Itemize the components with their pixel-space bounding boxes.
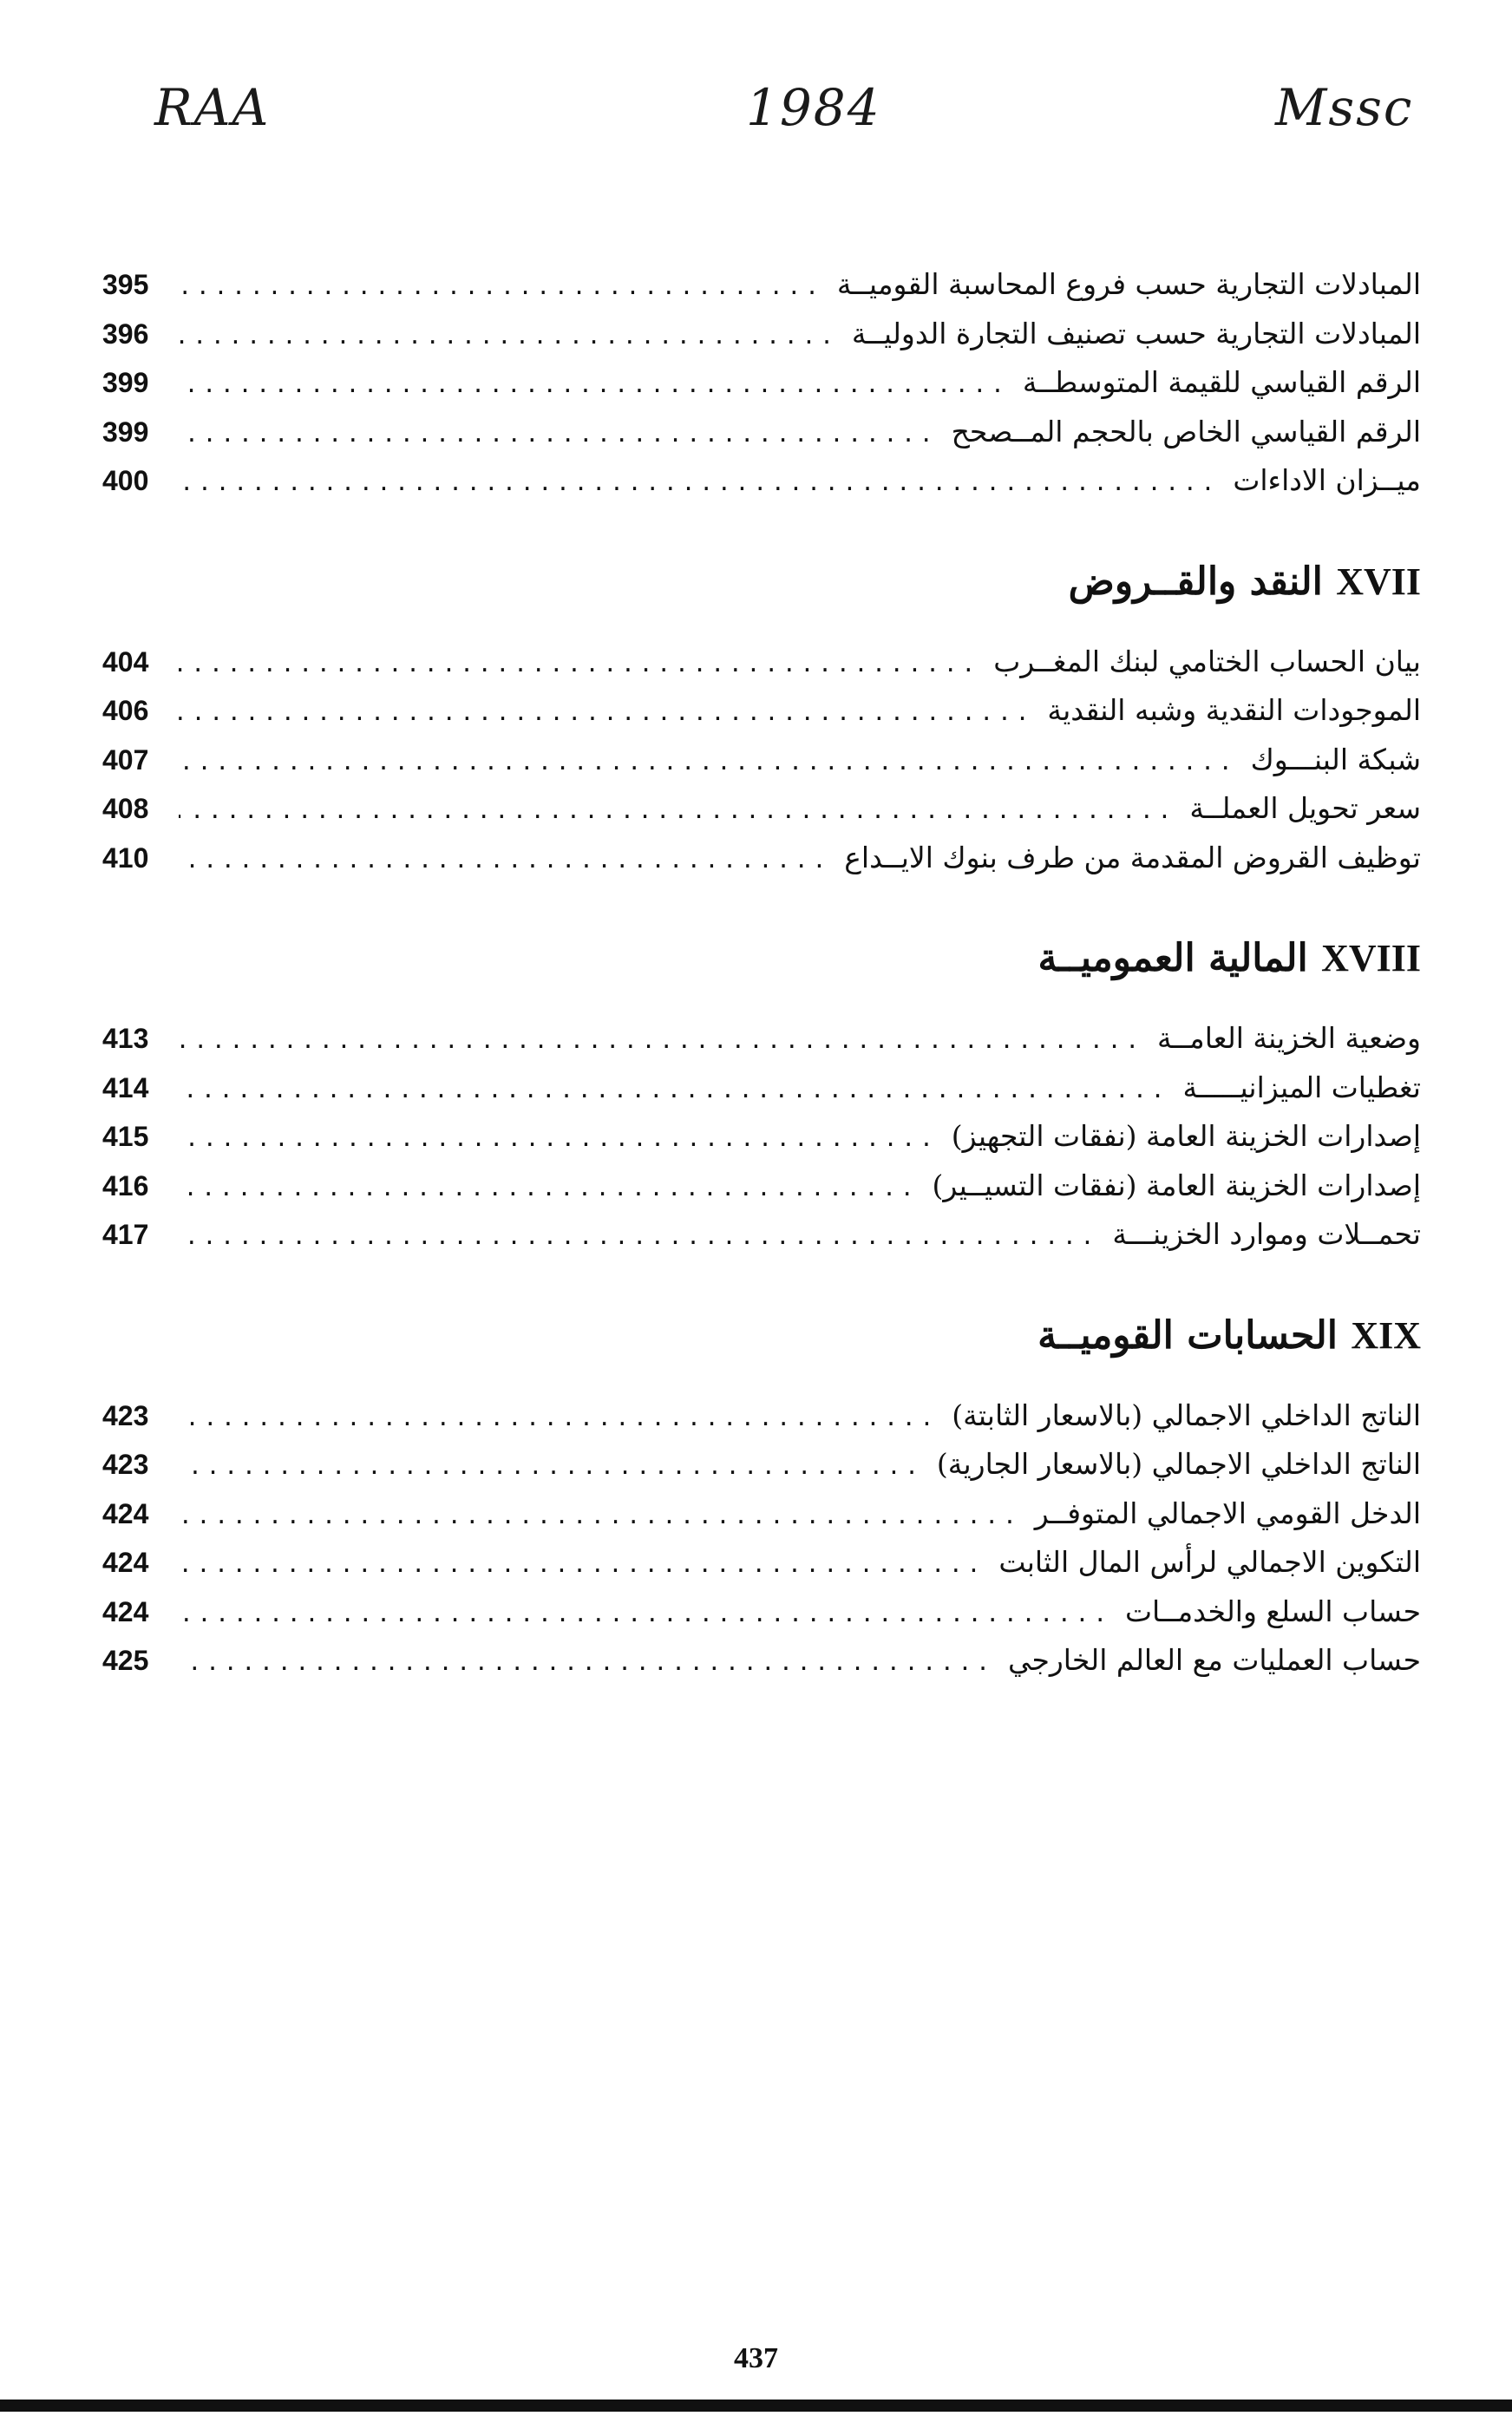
toc-entry-title: حساب العمليات مع العالم الخارجي <box>1007 1643 1421 1677</box>
toc-entry-title: حساب السلع والخدمــات <box>1124 1594 1421 1628</box>
toc-entry-page: 424 <box>102 1547 149 1578</box>
toc-entry-page: 417 <box>102 1219 149 1250</box>
toc-entry-page: 423 <box>102 1399 149 1431</box>
toc-entry-title: توظيف القروض المقدمة من طرف بنوك الايــداع <box>844 840 1421 874</box>
leader-dots <box>179 1492 1021 1542</box>
section-number: XVII <box>1336 560 1421 603</box>
toc-entry-page: 399 <box>102 416 149 448</box>
toc-entry-page: 424 <box>102 1595 149 1627</box>
toc-entry <box>102 1538 1421 1588</box>
toc-entry <box>102 310 1421 359</box>
toc-section-continued <box>102 260 1421 506</box>
leader-dots <box>179 1590 1111 1640</box>
toc-entry <box>102 1588 1421 1637</box>
leader-dots <box>179 1541 985 1590</box>
toc-entry-title: المبادلات التجارية حسب تصنيف التجارة الدوليــة <box>851 316 1421 350</box>
leader-dots <box>179 312 838 362</box>
toc-entry-title: تغطيات الميزانيـــــة <box>1182 1070 1421 1104</box>
leader-dots <box>179 459 1219 508</box>
toc-entry-page: 407 <box>102 743 149 776</box>
toc-entry-page: 415 <box>102 1121 149 1152</box>
leader-dots <box>179 410 938 460</box>
handwritten-note-right: Mssc <box>1275 78 1414 137</box>
leader-dots <box>179 1017 1143 1066</box>
toc-entry <box>102 1391 1421 1441</box>
toc-entry-title: تحمــلات وموارد الخزينـــة <box>1112 1217 1421 1251</box>
toc-entry-page: 425 <box>102 1645 149 1676</box>
toc-entry-page: 416 <box>102 1169 149 1201</box>
toc-entry-page: 406 <box>102 695 149 726</box>
toc-entry-page: 423 <box>102 1449 149 1480</box>
leader-dots <box>179 689 1033 738</box>
toc-entry-page: 424 <box>102 1497 149 1529</box>
toc-entry <box>102 1210 1421 1260</box>
leader-dots <box>179 836 830 886</box>
toc-entry-title: التكوين الاجمالي لرأس المال الثابت <box>998 1545 1421 1579</box>
toc-entry-page: 408 <box>102 793 149 824</box>
toc-section-xvii <box>102 556 1421 883</box>
toc-entry-title: بيان الحساب الختامي لبنك المغــرب <box>993 644 1421 678</box>
toc-entry-title: ميــزان الاداءات <box>1233 463 1421 497</box>
leader-dots <box>179 1066 1168 1116</box>
toc-entry-page: 410 <box>102 841 149 874</box>
toc-entry-title: سعر تحويل العملــة <box>1189 791 1421 825</box>
toc-entry <box>102 686 1421 736</box>
section-heading <box>102 1310 1421 1362</box>
toc-entry-page: 400 <box>102 465 149 496</box>
handwritten-note-left: RAA <box>154 78 271 137</box>
toc-entry-title: شبكة البنـــوك <box>1250 742 1421 776</box>
toc-entry <box>102 1490 1421 1539</box>
leader-dots <box>179 787 1175 836</box>
toc-entry-page: 413 <box>102 1023 149 1054</box>
toc-entry <box>102 638 1421 687</box>
toc-entry-page: 414 <box>102 1071 149 1103</box>
table-of-contents <box>102 260 1421 1686</box>
scan-bottom-edge <box>0 2400 1512 2412</box>
leader-dots <box>179 361 1009 410</box>
handwritten-note-center: 1984 <box>746 78 881 137</box>
section-number: XVIII <box>1321 937 1421 979</box>
toc-section-xviii <box>102 933 1421 1260</box>
toc-entry <box>102 1162 1421 1211</box>
toc-entry-title: المبادلات التجارية حسب فروع المحاسبة القوميــة <box>836 267 1421 301</box>
leader-dots <box>179 1394 938 1444</box>
toc-entry <box>102 260 1421 310</box>
section-heading <box>102 556 1421 608</box>
toc-entry <box>102 358 1421 408</box>
section-title: الحسابات القوميــة <box>1037 1313 1338 1358</box>
leader-dots <box>179 1213 1098 1262</box>
toc-entry-title: الرقم القياسي الخاص بالحجم المــصحح <box>951 414 1421 448</box>
leader-dots <box>179 640 979 690</box>
toc-entry <box>102 1112 1421 1162</box>
leader-dots <box>179 1164 919 1214</box>
leader-dots <box>179 1443 923 1492</box>
toc-entry-page: 399 <box>102 367 149 398</box>
toc-section-xix <box>102 1310 1421 1686</box>
toc-entry <box>102 736 1421 785</box>
section-heading <box>102 933 1421 985</box>
leader-dots <box>179 1115 938 1164</box>
toc-entry <box>102 834 1421 883</box>
toc-entry-title: الناتج الداخلي الاجمالي (بالاسعار الجارية) <box>936 1447 1421 1481</box>
toc-entry <box>102 1636 1421 1686</box>
section-title: النقد والقــروض <box>1068 559 1323 604</box>
toc-entry-title: الدخل القومي الاجمالي المتوفــر <box>1034 1496 1421 1530</box>
toc-entry-title: وضعية الخزينة العامــة <box>1157 1021 1421 1055</box>
toc-entry <box>102 784 1421 834</box>
toc-entry-page: 404 <box>102 645 149 678</box>
toc-entry <box>102 1064 1421 1113</box>
section-title: المالية العموميــة <box>1037 936 1308 980</box>
toc-entry <box>102 456 1421 506</box>
toc-entry <box>102 1014 1421 1064</box>
toc-entry-title: الموجودات النقدية وشبه النقدية <box>1047 693 1421 727</box>
leader-dots <box>179 738 1237 788</box>
toc-entry-title: الرقم القياسي للقيمة المتوسطــة <box>1022 365 1421 399</box>
toc-entry-title: إصدارات الخزينة العامة (نفقات التجهيز) <box>951 1119 1421 1153</box>
section-number: XIX <box>1351 1313 1421 1357</box>
toc-entry-page: 396 <box>102 318 149 350</box>
leader-dots <box>179 1639 994 1688</box>
toc-entry-title: إصدارات الخزينة العامة (نفقات التسيــير) <box>932 1168 1421 1202</box>
toc-entry-title: الناتج الداخلي الاجمالي (بالاسعار الثابتة) <box>952 1398 1421 1432</box>
toc-entry <box>102 1440 1421 1490</box>
leader-dots <box>179 263 823 312</box>
toc-entry-page: 395 <box>102 269 149 300</box>
page-number: 437 <box>734 2342 778 2374</box>
toc-entry <box>102 408 1421 457</box>
